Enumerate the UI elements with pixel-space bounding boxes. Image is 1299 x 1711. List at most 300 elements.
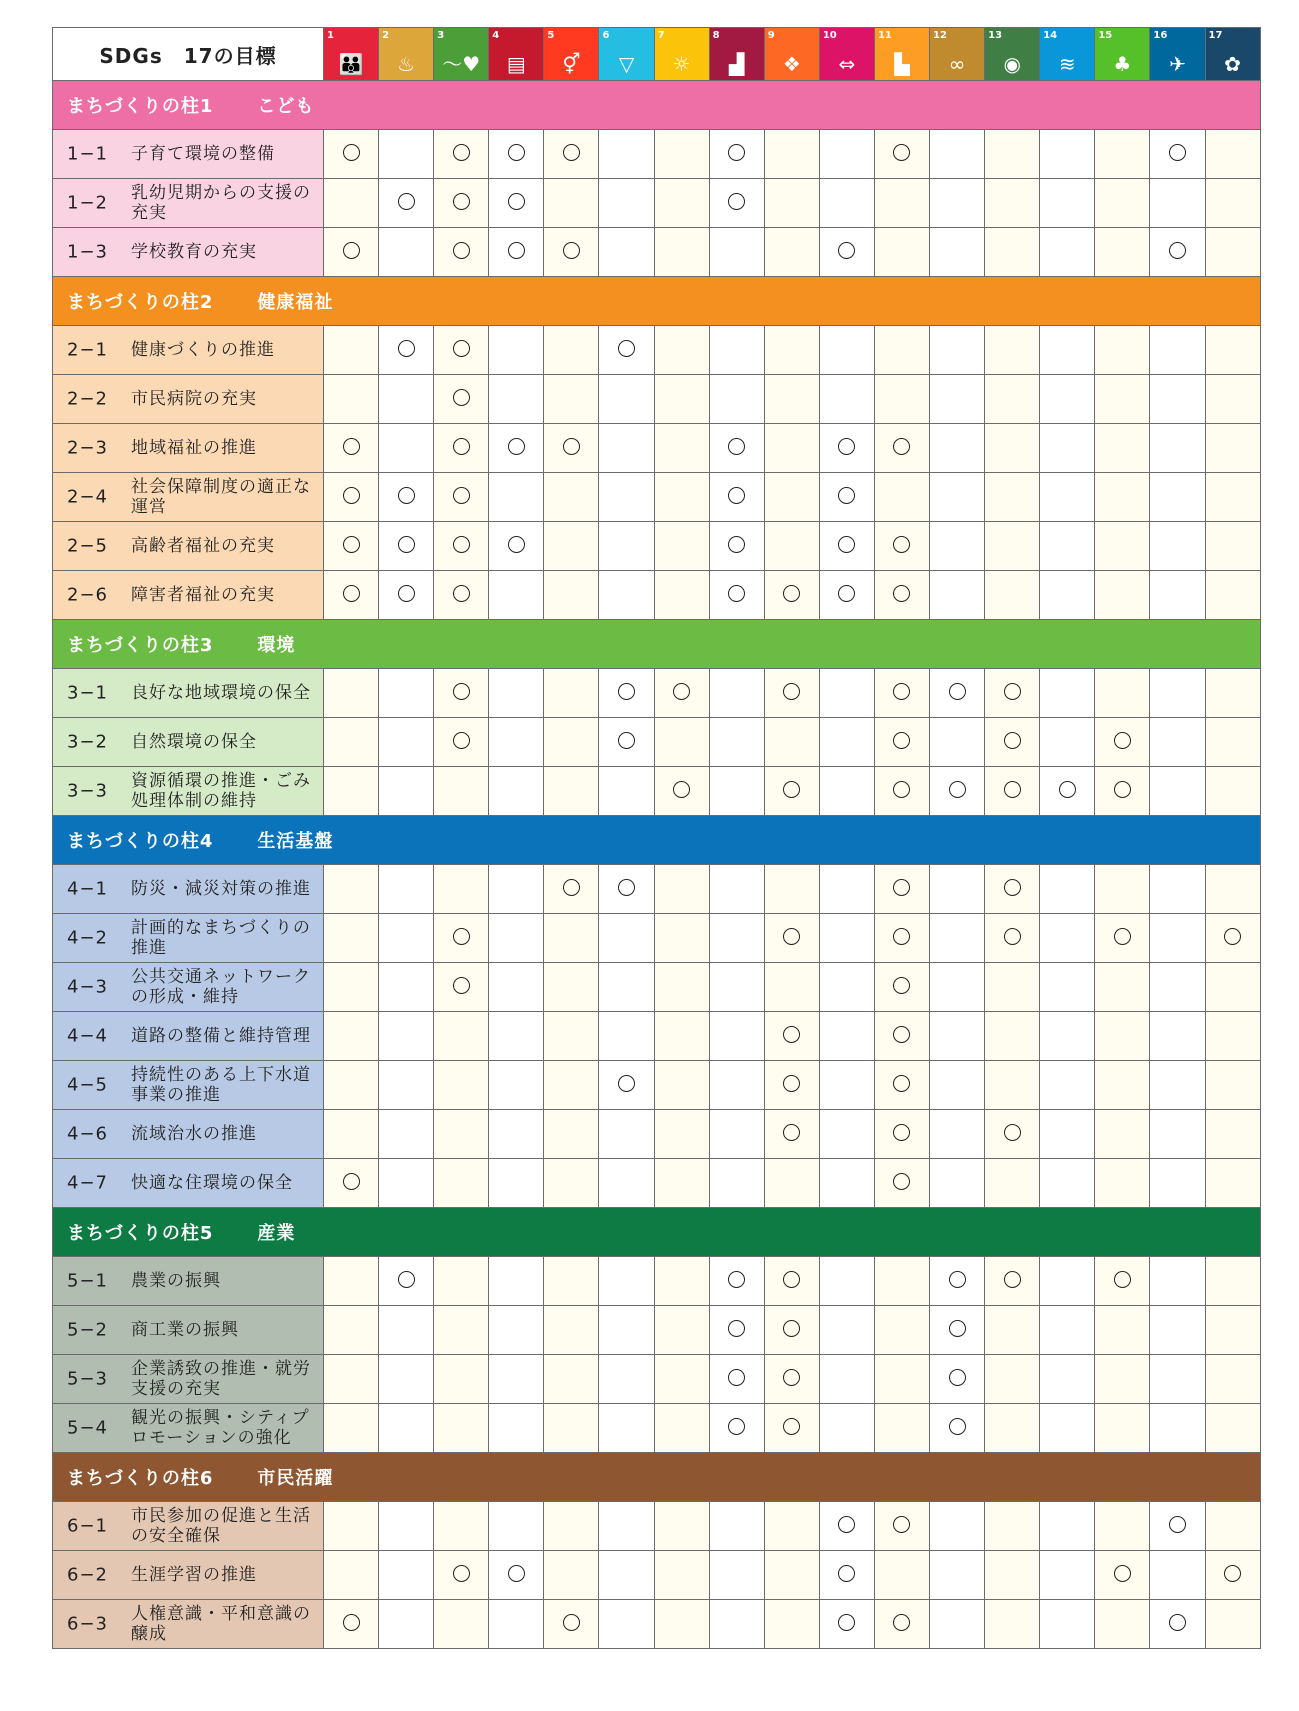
circle-mark <box>1114 928 1131 945</box>
mark-cell-goal-10 <box>819 228 874 277</box>
mark-cell-goal-16 <box>1150 1551 1205 1600</box>
mark-cell-goal-15 <box>1095 473 1150 522</box>
circle-mark <box>453 683 470 700</box>
mark-cell-goal-15 <box>1095 767 1150 816</box>
mark-cell-goal-7 <box>654 963 709 1012</box>
mark-cell-goal-17 <box>1205 1404 1260 1453</box>
mark-cell-goal-1 <box>324 130 379 179</box>
row-label: 道路の整備と維持管理 <box>131 1026 311 1046</box>
mark-cell-goal-11 <box>874 571 929 620</box>
pillar-header <box>53 277 1261 326</box>
tree-icon: ♣ <box>1113 52 1132 76</box>
row-label: 高齢者福祉の充実 <box>131 536 275 556</box>
mark-cell-goal-5 <box>544 718 599 767</box>
mark-cell-goal-5 <box>544 1502 599 1551</box>
mark-cell-goal-8 <box>709 914 764 963</box>
mark-cell-goal-6 <box>599 375 654 424</box>
mark-cell-goal-3 <box>434 1551 489 1600</box>
mark-cell-goal-11 <box>874 767 929 816</box>
row-label: 快適な住環境の保全 <box>131 1173 293 1193</box>
circle-mark <box>893 683 910 700</box>
table-row <box>53 1355 1261 1404</box>
mark-cell-goal-5 <box>544 179 599 228</box>
mark-cell-goal-1 <box>324 865 379 914</box>
mark-cell-goal-10 <box>819 375 874 424</box>
circle-mark <box>838 536 855 553</box>
mark-cell-goal-1 <box>324 326 379 375</box>
mark-cell-goal-2 <box>379 1355 434 1404</box>
pillar-header <box>53 620 1261 669</box>
row-label-cell <box>53 1355 324 1404</box>
mark-cell-goal-9 <box>764 669 819 718</box>
pillar-title: まちづくりの柱6 <box>67 1468 214 1489</box>
row-id: 4−7 <box>67 1172 108 1194</box>
row-label: 計画的なまちづくりの推進 <box>131 918 311 958</box>
mark-cell-goal-7 <box>654 865 709 914</box>
circle-mark <box>453 928 470 945</box>
mark-cell-goal-15 <box>1095 375 1150 424</box>
mark-cell-goal-15 <box>1095 1502 1150 1551</box>
circle-mark <box>893 1173 910 1190</box>
mark-cell-goal-10 <box>819 522 874 571</box>
row-label: 企業誘致の推進・就労支援の充実 <box>131 1359 311 1399</box>
circle-mark <box>783 1369 800 1386</box>
mark-cell-goal-6 <box>599 963 654 1012</box>
row-label-cell <box>53 1600 324 1649</box>
circle-mark <box>893 1026 910 1043</box>
mark-cell-goal-1 <box>324 669 379 718</box>
sdg-goal-number: 6 <box>602 30 610 41</box>
circle-mark <box>893 1124 910 1141</box>
mark-cell-goal-1 <box>324 1159 379 1208</box>
mark-cell-goal-5 <box>544 1061 599 1110</box>
mark-cell-goal-8 <box>709 718 764 767</box>
mark-cell-goal-6 <box>599 865 654 914</box>
mark-cell-goal-6 <box>599 473 654 522</box>
circle-mark <box>563 242 580 259</box>
mark-cell-goal-7 <box>654 914 709 963</box>
mark-cell-goal-4 <box>489 473 544 522</box>
mark-cell-goal-3 <box>434 1404 489 1453</box>
mark-cell-goal-17 <box>1205 1061 1260 1110</box>
circle-mark <box>673 683 690 700</box>
mark-cell-goal-2 <box>379 767 434 816</box>
mark-cell-goal-8 <box>709 522 764 571</box>
mark-cell-goal-4 <box>489 375 544 424</box>
mark-cell-goal-12 <box>930 1551 985 1600</box>
circle-mark <box>563 1614 580 1631</box>
circle-mark <box>673 781 690 798</box>
mark-cell-goal-1 <box>324 963 379 1012</box>
row-label-cell <box>53 228 324 277</box>
mark-cell-goal-12 <box>930 1061 985 1110</box>
pillar-header <box>53 1208 1261 1257</box>
circle-mark <box>453 732 470 749</box>
pillar-title: まちづくりの柱5 <box>67 1223 214 1244</box>
row-label: 資源循環の推進・ごみ処理体制の維持 <box>131 771 311 811</box>
circle-mark <box>563 144 580 161</box>
mark-cell-goal-11 <box>874 424 929 473</box>
sdg-goal-number: 4 <box>492 30 500 41</box>
sdg-goal-number: 14 <box>1043 30 1058 41</box>
mark-cell-goal-12 <box>930 1502 985 1551</box>
circle-mark <box>728 193 745 210</box>
circle-mark <box>453 487 470 504</box>
pillar-title: まちづくりの柱1 <box>67 96 214 117</box>
mark-cell-goal-1 <box>324 1404 379 1453</box>
circle-mark <box>453 536 470 553</box>
mark-cell-goal-2 <box>379 718 434 767</box>
mark-cell-goal-9 <box>764 228 819 277</box>
row-label-cell <box>53 473 324 522</box>
growth-chart-icon: ▟ <box>729 52 745 76</box>
mark-cell-goal-4 <box>489 914 544 963</box>
mark-cell-goal-3 <box>434 865 489 914</box>
row-label: 公共交通ネットワークの形成・維持 <box>131 967 311 1007</box>
mark-cell-goal-10 <box>819 1600 874 1649</box>
mark-cell-goal-13 <box>985 1600 1040 1649</box>
mark-cell-goal-17 <box>1205 669 1260 718</box>
mark-cell-goal-9 <box>764 1012 819 1061</box>
circle-mark <box>949 1271 966 1288</box>
mark-cell-goal-14 <box>1040 1502 1095 1551</box>
mark-cell-goal-15 <box>1095 1159 1150 1208</box>
row-id: 2−5 <box>67 535 108 557</box>
circle-mark <box>453 1565 470 1582</box>
mark-cell-goal-5 <box>544 473 599 522</box>
mark-cell-goal-2 <box>379 375 434 424</box>
mark-cell-goal-6 <box>599 669 654 718</box>
mark-cell-goal-8 <box>709 179 764 228</box>
mark-cell-goal-7 <box>654 1110 709 1159</box>
mark-cell-goal-12 <box>930 179 985 228</box>
mark-cell-goal-3 <box>434 1257 489 1306</box>
circle-mark <box>783 781 800 798</box>
circle-mark <box>563 879 580 896</box>
sdg-goal-number: 12 <box>933 30 947 41</box>
circle-mark <box>1004 928 1021 945</box>
mark-cell-goal-16 <box>1150 228 1205 277</box>
mark-cell-goal-14 <box>1040 326 1095 375</box>
mark-cell-goal-16 <box>1150 326 1205 375</box>
mark-cell-goal-4 <box>489 130 544 179</box>
mark-cell-goal-2 <box>379 1257 434 1306</box>
circle-mark <box>893 781 910 798</box>
mark-cell-goal-16 <box>1150 1306 1205 1355</box>
mark-cell-goal-7 <box>654 669 709 718</box>
sdg-goal-number: 7 <box>657 30 665 41</box>
mark-cell-goal-14 <box>1040 1061 1095 1110</box>
circle-mark <box>783 1075 800 1092</box>
sdg-goal-number: 17 <box>1208 30 1223 41</box>
row-label: 商工業の振興 <box>131 1320 239 1340</box>
mark-cell-goal-10 <box>819 326 874 375</box>
mark-cell-goal-5 <box>544 963 599 1012</box>
mark-cell-goal-1 <box>324 1551 379 1600</box>
mark-cell-goal-13 <box>985 669 1040 718</box>
mark-cell-goal-4 <box>489 326 544 375</box>
mark-cell-goal-16 <box>1150 865 1205 914</box>
mark-cell-goal-5 <box>544 326 599 375</box>
table-row <box>53 571 1261 620</box>
mark-cell-goal-7 <box>654 1502 709 1551</box>
row-id: 4−3 <box>67 976 108 998</box>
mark-cell-goal-4 <box>489 1012 544 1061</box>
mark-cell-goal-8 <box>709 1355 764 1404</box>
mark-cell-goal-11 <box>874 179 929 228</box>
pillar-header-row <box>53 81 1261 130</box>
row-id: 4−1 <box>67 878 108 900</box>
row-label-cell <box>53 130 324 179</box>
mark-cell-goal-1 <box>324 1257 379 1306</box>
table-row <box>53 130 1261 179</box>
circle-mark <box>728 1369 745 1386</box>
mark-cell-goal-7 <box>654 522 709 571</box>
mark-cell-goal-12 <box>930 1257 985 1306</box>
circle-mark <box>1004 732 1021 749</box>
circle-mark <box>618 1075 635 1092</box>
circle-mark <box>728 536 745 553</box>
mark-cell-goal-8 <box>709 424 764 473</box>
mark-cell-goal-9 <box>764 718 819 767</box>
row-id: 1−2 <box>67 192 108 214</box>
mark-cell-goal-1 <box>324 1110 379 1159</box>
circle-mark <box>949 1369 966 1386</box>
circle-mark <box>618 879 635 896</box>
mark-cell-goal-7 <box>654 375 709 424</box>
row-label: 市民参加の促進と生活の安全確保 <box>131 1506 311 1546</box>
mark-cell-goal-14 <box>1040 1551 1095 1600</box>
mark-cell-goal-8 <box>709 1502 764 1551</box>
row-label-cell <box>53 914 324 963</box>
mark-cell-goal-12 <box>930 228 985 277</box>
sdg-goal-number: 8 <box>712 30 720 41</box>
mark-cell-goal-2 <box>379 424 434 473</box>
sdg-goal-number: 13 <box>988 30 1003 41</box>
sdg-goal-number: 9 <box>767 30 775 41</box>
circle-mark <box>453 585 470 602</box>
mark-cell-goal-11 <box>874 1159 929 1208</box>
row-label: 自然環境の保全 <box>131 732 257 752</box>
mark-cell-goal-12 <box>930 130 985 179</box>
mark-cell-goal-10 <box>819 130 874 179</box>
mark-cell-goal-5 <box>544 375 599 424</box>
mark-cell-goal-6 <box>599 522 654 571</box>
mark-cell-goal-15 <box>1095 1355 1150 1404</box>
circle-mark <box>728 144 745 161</box>
sdg-goal-number: 15 <box>1098 30 1113 41</box>
row-id: 3−3 <box>67 780 108 802</box>
mark-cell-goal-17 <box>1205 1600 1260 1649</box>
row-label-cell <box>53 1061 324 1110</box>
circle-mark <box>618 732 635 749</box>
mark-cell-goal-1 <box>324 767 379 816</box>
circle-mark <box>1114 1271 1131 1288</box>
pillar-header <box>53 1453 1261 1502</box>
sdg-goal-17 <box>1205 28 1260 81</box>
circle-mark <box>398 1271 415 1288</box>
circle-mark <box>453 340 470 357</box>
sdgs-matrix-table <box>52 27 1261 1649</box>
mark-cell-goal-16 <box>1150 1257 1205 1306</box>
mark-cell-goal-9 <box>764 1355 819 1404</box>
mark-cell-goal-13 <box>985 424 1040 473</box>
mark-cell-goal-16 <box>1150 522 1205 571</box>
row-id: 4−2 <box>67 927 108 949</box>
circle-mark <box>1059 781 1076 798</box>
mark-cell-goal-9 <box>764 522 819 571</box>
row-id: 5−2 <box>67 1319 108 1341</box>
mark-cell-goal-17 <box>1205 1012 1260 1061</box>
circle-mark <box>1004 1271 1021 1288</box>
mark-cell-goal-3 <box>434 424 489 473</box>
mark-cell-goal-16 <box>1150 1404 1205 1453</box>
mark-cell-goal-1 <box>324 1012 379 1061</box>
circle-mark <box>893 1614 910 1631</box>
row-id: 4−6 <box>67 1123 108 1145</box>
row-label: 市民病院の充実 <box>131 389 257 409</box>
mark-cell-goal-15 <box>1095 424 1150 473</box>
circle-mark <box>728 1320 745 1337</box>
mark-cell-goal-6 <box>599 1355 654 1404</box>
row-label-cell <box>53 1012 324 1061</box>
mark-cell-goal-8 <box>709 669 764 718</box>
infinity-icon: ∞ <box>948 52 966 76</box>
mark-cell-goal-3 <box>434 130 489 179</box>
mark-cell-goal-8 <box>709 571 764 620</box>
mark-cell-goal-3 <box>434 914 489 963</box>
mark-cell-goal-6 <box>599 424 654 473</box>
mark-cell-goal-9 <box>764 963 819 1012</box>
circle-mark <box>453 144 470 161</box>
circle-mark <box>343 438 360 455</box>
circle-mark <box>893 879 910 896</box>
circle-mark <box>453 193 470 210</box>
mark-cell-goal-14 <box>1040 522 1095 571</box>
mark-cell-goal-16 <box>1150 375 1205 424</box>
circle-mark <box>728 438 745 455</box>
mark-cell-goal-8 <box>709 767 764 816</box>
mark-cell-goal-10 <box>819 1404 874 1453</box>
mark-cell-goal-17 <box>1205 914 1260 963</box>
sdg-goal-number: 1 <box>327 30 334 41</box>
mark-cell-goal-7 <box>654 1551 709 1600</box>
mark-cell-goal-2 <box>379 865 434 914</box>
pillar-title: まちづくりの柱3 <box>67 635 214 656</box>
mark-cell-goal-5 <box>544 1110 599 1159</box>
circle-mark <box>1169 144 1186 161</box>
row-id: 6−1 <box>67 1515 108 1537</box>
mark-cell-goal-2 <box>379 1404 434 1453</box>
mark-cell-goal-9 <box>764 1159 819 1208</box>
mark-cell-goal-5 <box>544 1257 599 1306</box>
row-label: 防災・減災対策の推進 <box>131 879 311 899</box>
mark-cell-goal-16 <box>1150 424 1205 473</box>
mark-cell-goal-14 <box>1040 718 1095 767</box>
mark-cell-goal-11 <box>874 718 929 767</box>
mark-cell-goal-10 <box>819 571 874 620</box>
mark-cell-goal-9 <box>764 424 819 473</box>
mark-cell-goal-8 <box>709 1159 764 1208</box>
mark-cell-goal-17 <box>1205 1257 1260 1306</box>
circle-mark <box>453 242 470 259</box>
mark-cell-goal-4 <box>489 571 544 620</box>
table-row <box>53 1551 1261 1600</box>
mark-cell-goal-16 <box>1150 1355 1205 1404</box>
mark-cell-goal-3 <box>434 767 489 816</box>
mark-cell-goal-16 <box>1150 179 1205 228</box>
mark-cell-goal-17 <box>1205 375 1260 424</box>
mark-cell-goal-15 <box>1095 228 1150 277</box>
mark-cell-goal-13 <box>985 571 1040 620</box>
mark-cell-goal-6 <box>599 326 654 375</box>
mark-cell-goal-10 <box>819 1012 874 1061</box>
table-row <box>53 1257 1261 1306</box>
circle-mark <box>783 1124 800 1141</box>
mark-cell-goal-13 <box>985 718 1040 767</box>
mark-cell-goal-14 <box>1040 1110 1095 1159</box>
mark-cell-goal-1 <box>324 375 379 424</box>
row-label: 流域治水の推進 <box>131 1124 257 1144</box>
mark-cell-goal-6 <box>599 179 654 228</box>
pillar-name: こども <box>257 96 315 117</box>
table-row <box>53 1306 1261 1355</box>
circle-mark <box>893 1075 910 1092</box>
mark-cell-goal-17 <box>1205 1110 1260 1159</box>
mark-cell-goal-15 <box>1095 1306 1150 1355</box>
table-row <box>53 473 1261 522</box>
mark-cell-goal-3 <box>434 1306 489 1355</box>
mark-cell-goal-2 <box>379 669 434 718</box>
mark-cell-goal-2 <box>379 1159 434 1208</box>
mark-cell-goal-6 <box>599 1012 654 1061</box>
mark-cell-goal-8 <box>709 1061 764 1110</box>
mark-cell-goal-8 <box>709 1012 764 1061</box>
row-label: 生涯学習の推進 <box>131 1565 257 1585</box>
circle-mark <box>398 536 415 553</box>
row-id: 3−2 <box>67 731 108 753</box>
mark-cell-goal-13 <box>985 1355 1040 1404</box>
sdg-goal-11 <box>874 28 929 81</box>
row-label-cell <box>53 179 324 228</box>
mark-cell-goal-17 <box>1205 1355 1260 1404</box>
mark-cell-goal-9 <box>764 473 819 522</box>
row-id: 5−4 <box>67 1417 108 1439</box>
mark-cell-goal-5 <box>544 669 599 718</box>
row-label-cell <box>53 1257 324 1306</box>
mark-cell-goal-4 <box>489 1159 544 1208</box>
circle-mark <box>728 487 745 504</box>
mark-cell-goal-14 <box>1040 767 1095 816</box>
circle-mark <box>453 389 470 406</box>
table-row <box>53 914 1261 963</box>
mark-cell-goal-1 <box>324 179 379 228</box>
circle-mark <box>893 536 910 553</box>
mark-cell-goal-7 <box>654 1355 709 1404</box>
mark-cell-goal-17 <box>1205 865 1260 914</box>
circle-mark <box>838 1565 855 1582</box>
table-row <box>53 424 1261 473</box>
circle-mark <box>1004 879 1021 896</box>
mark-cell-goal-4 <box>489 767 544 816</box>
row-label-cell <box>53 963 324 1012</box>
circle-mark <box>949 781 966 798</box>
mark-cell-goal-11 <box>874 865 929 914</box>
row-id: 2−4 <box>67 486 108 508</box>
circle-mark <box>1224 1565 1241 1582</box>
circle-mark <box>783 585 800 602</box>
sun-icon: ☼ <box>672 52 691 76</box>
